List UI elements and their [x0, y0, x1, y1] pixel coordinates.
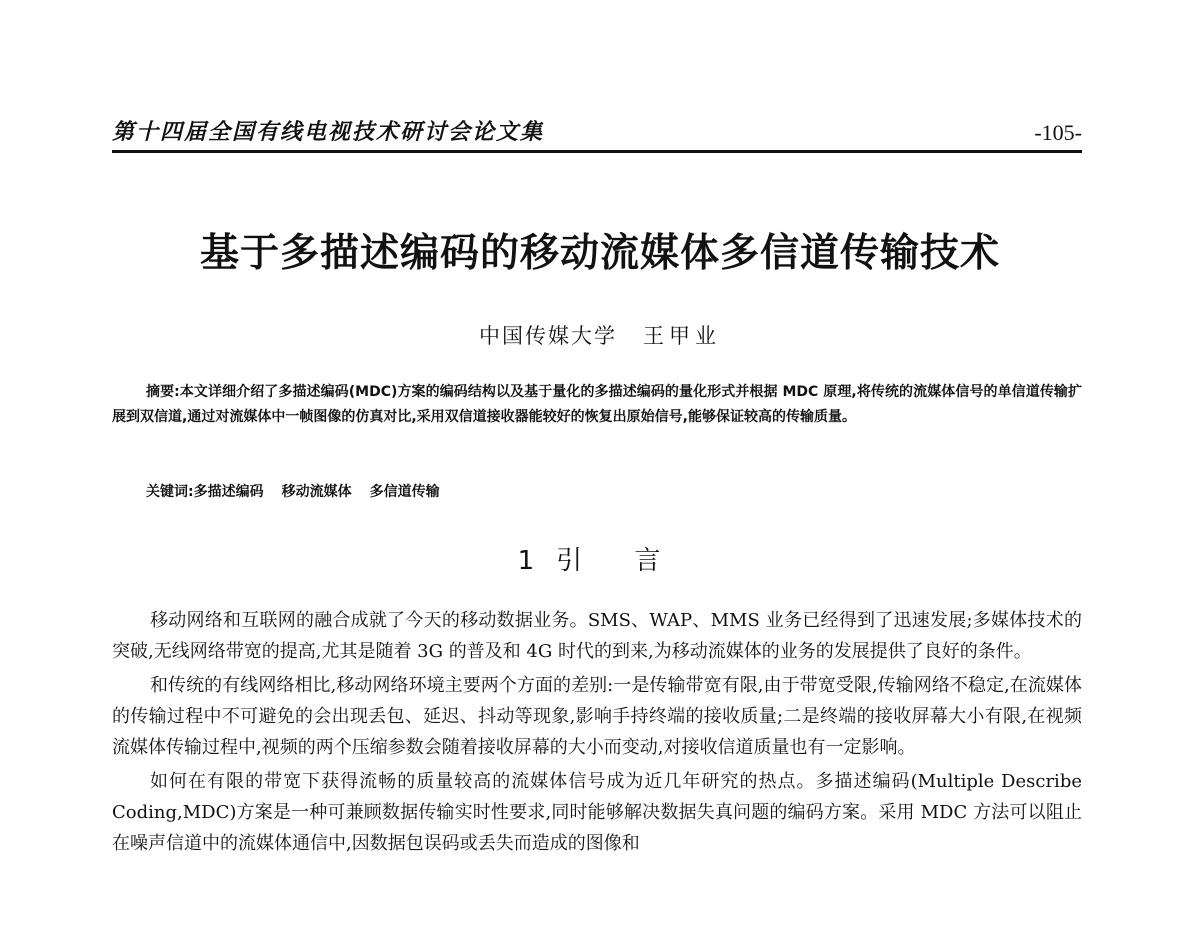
paper-title: 基于多描述编码的移动流媒体多信道传输技术 [199, 231, 1000, 276]
paragraph: 移动网络和互联网的融合成就了今天的移动数据业务。SMS、WAP、MMS 业务已经得到了迅速发展;多媒体技术的突破,无线网络带宽的提高,尤其是随着 3G 的普及和 4G 时代的到来,为移动流媒体的业务的发展提供了良好的条件。 [112, 610, 1082, 662]
body-text [112, 605, 1082, 862]
page-number: -105- [1034, 120, 1082, 145]
keyword: 移动流媒体 [281, 484, 352, 500]
keywords-label: 关键词: [146, 484, 194, 500]
section-number: 1 [517, 546, 557, 576]
author-line [0, 320, 1200, 350]
keyword: 多描述编码 [193, 484, 264, 500]
keywords [146, 481, 458, 501]
running-header [112, 112, 1082, 153]
section-heading [0, 540, 1200, 577]
journal-title: 第十四届全国有线电视技术研讨会论文集 [112, 119, 545, 145]
paragraph: 和传统的有线网络相比,移动网络环境主要两个方面的差别:一是传输带宽有限,由于带宽受限,传输网络不稳定,在流媒体的传输过程中不可避免的会出现丢包、延迟、抖动等现象,影响手持终端的接收质量;二是终端的接收屏幕大小有限,在视频流媒体传输过程中,视频的两个压缩参数会随着接收屏幕的大小而变动,对接收信道质量也有一定影响。 [112, 675, 1082, 758]
abstract: 摘要:本文详细介绍了多描述编码(MDC)方案的编码结构以及基于量化的多描述编码的量化形式并根据 MDC 原理,将传统的流媒体信号的单信道传输扩展到双信道,通过对流媒体中一帧图像的仿真对比,采用双信道接收器能较好的恢复出原始信号,能够保证较高的传输质量。 [112, 384, 1082, 425]
keyword: 多信道传输 [369, 484, 440, 500]
author-name: 王甲业 [643, 324, 721, 348]
paragraph: 如何在有限的带宽下获得流畅的质量较高的流媒体信号成为近几年研究的热点。多描述编码(Multiple Describe Coding,MDC)方案是一种可兼顾数据传输实时性要求,同时能够解决数据失真问题的编码方案。采用 MDC 方法可以阻止在噪声信道中的流媒体通信中,因数据包误码或丢失而造成的图像和 [112, 771, 1082, 854]
affiliation: 中国传媒大学 [479, 324, 617, 348]
section-title: 引 言 [556, 546, 683, 576]
